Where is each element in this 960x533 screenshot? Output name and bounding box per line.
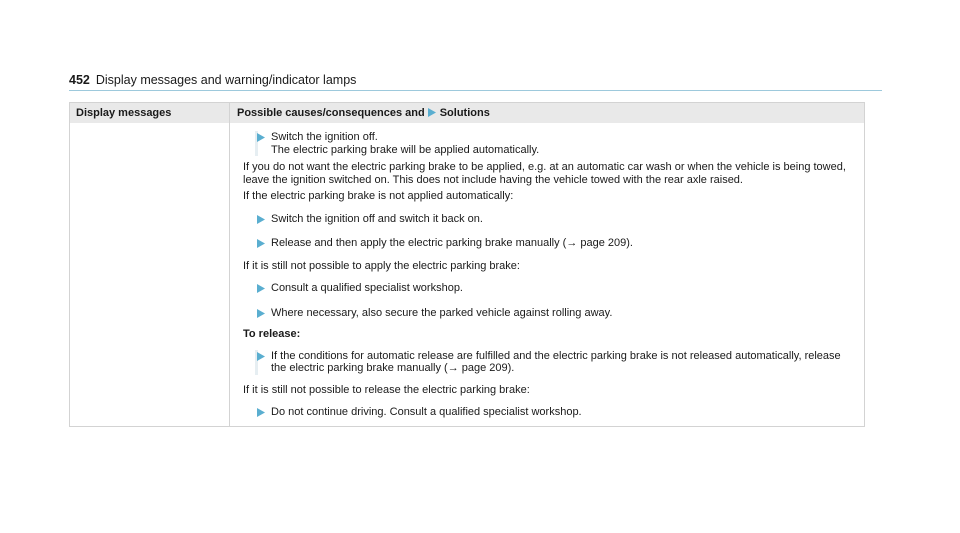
page-number: 452 (69, 73, 90, 87)
action-arrow-icon (257, 284, 265, 293)
list-item (243, 282, 855, 295)
step-text: Where necessary, also secure the parked vehicle against rolling away. (271, 306, 613, 319)
list-item (255, 131, 855, 156)
list-item (243, 406, 855, 419)
table-header-row (70, 103, 864, 123)
paragraph: If the electric parking brake is not applied automatically: (243, 190, 514, 202)
step-text: Switch the ignition off and switch it back on. (271, 212, 483, 225)
column-divider (229, 103, 230, 426)
column-header-causes-solutions (237, 106, 490, 120)
messages-table (69, 102, 865, 427)
action-arrow-icon (257, 133, 265, 142)
paragraph: If it is still not possible to apply the electric parking brake: (243, 259, 520, 272)
list-item (243, 213, 855, 226)
column-header-display-messages: Display messages (76, 107, 172, 119)
paragraph: If you do not want the electric parking brake to be applied, e.g. at an automatic car wash or when the vehicle is being towed, leave the ignition switched on. This does not include having the vehicle towed with the rear axle raised. (243, 161, 846, 186)
action-arrow-icon (257, 309, 265, 318)
step-text: Consult a qualified specialist workshop. (271, 282, 463, 294)
step-text: Do not continue driving. Consult a qualified specialist workshop. (271, 406, 582, 418)
step-text: Switch the ignition off. (271, 131, 378, 143)
action-arrow-icon (257, 408, 265, 417)
page-header-title: Display messages and warning/indicator lamps (95, 73, 357, 87)
page-header (69, 72, 882, 88)
step-text: Release and then apply the electric parking brake manually (→ page 209). (271, 237, 633, 249)
paragraph: If it is still not possible to release the electric parking brake: (243, 383, 530, 396)
action-arrow-icon (257, 215, 265, 224)
step-result-text: The electric parking brake will be applied automatically. (271, 143, 540, 156)
list-item (243, 307, 855, 320)
action-arrow-icon (428, 108, 436, 117)
list-item (243, 237, 855, 250)
action-arrow-icon (257, 352, 265, 361)
column-header-causes-label: Possible causes/consequences and (237, 107, 425, 119)
list-item (255, 350, 855, 375)
header-rule (69, 90, 882, 91)
solutions-cell (243, 123, 855, 419)
release-heading: To release: (243, 328, 301, 340)
column-header-solutions-label: Solutions (439, 107, 490, 119)
step-text: If the conditions for automatic release are fulfilled and the electric parking brake is not released automatically, release the electric parking brake manually (→ page 209). (271, 349, 841, 374)
action-arrow-icon (257, 239, 265, 248)
